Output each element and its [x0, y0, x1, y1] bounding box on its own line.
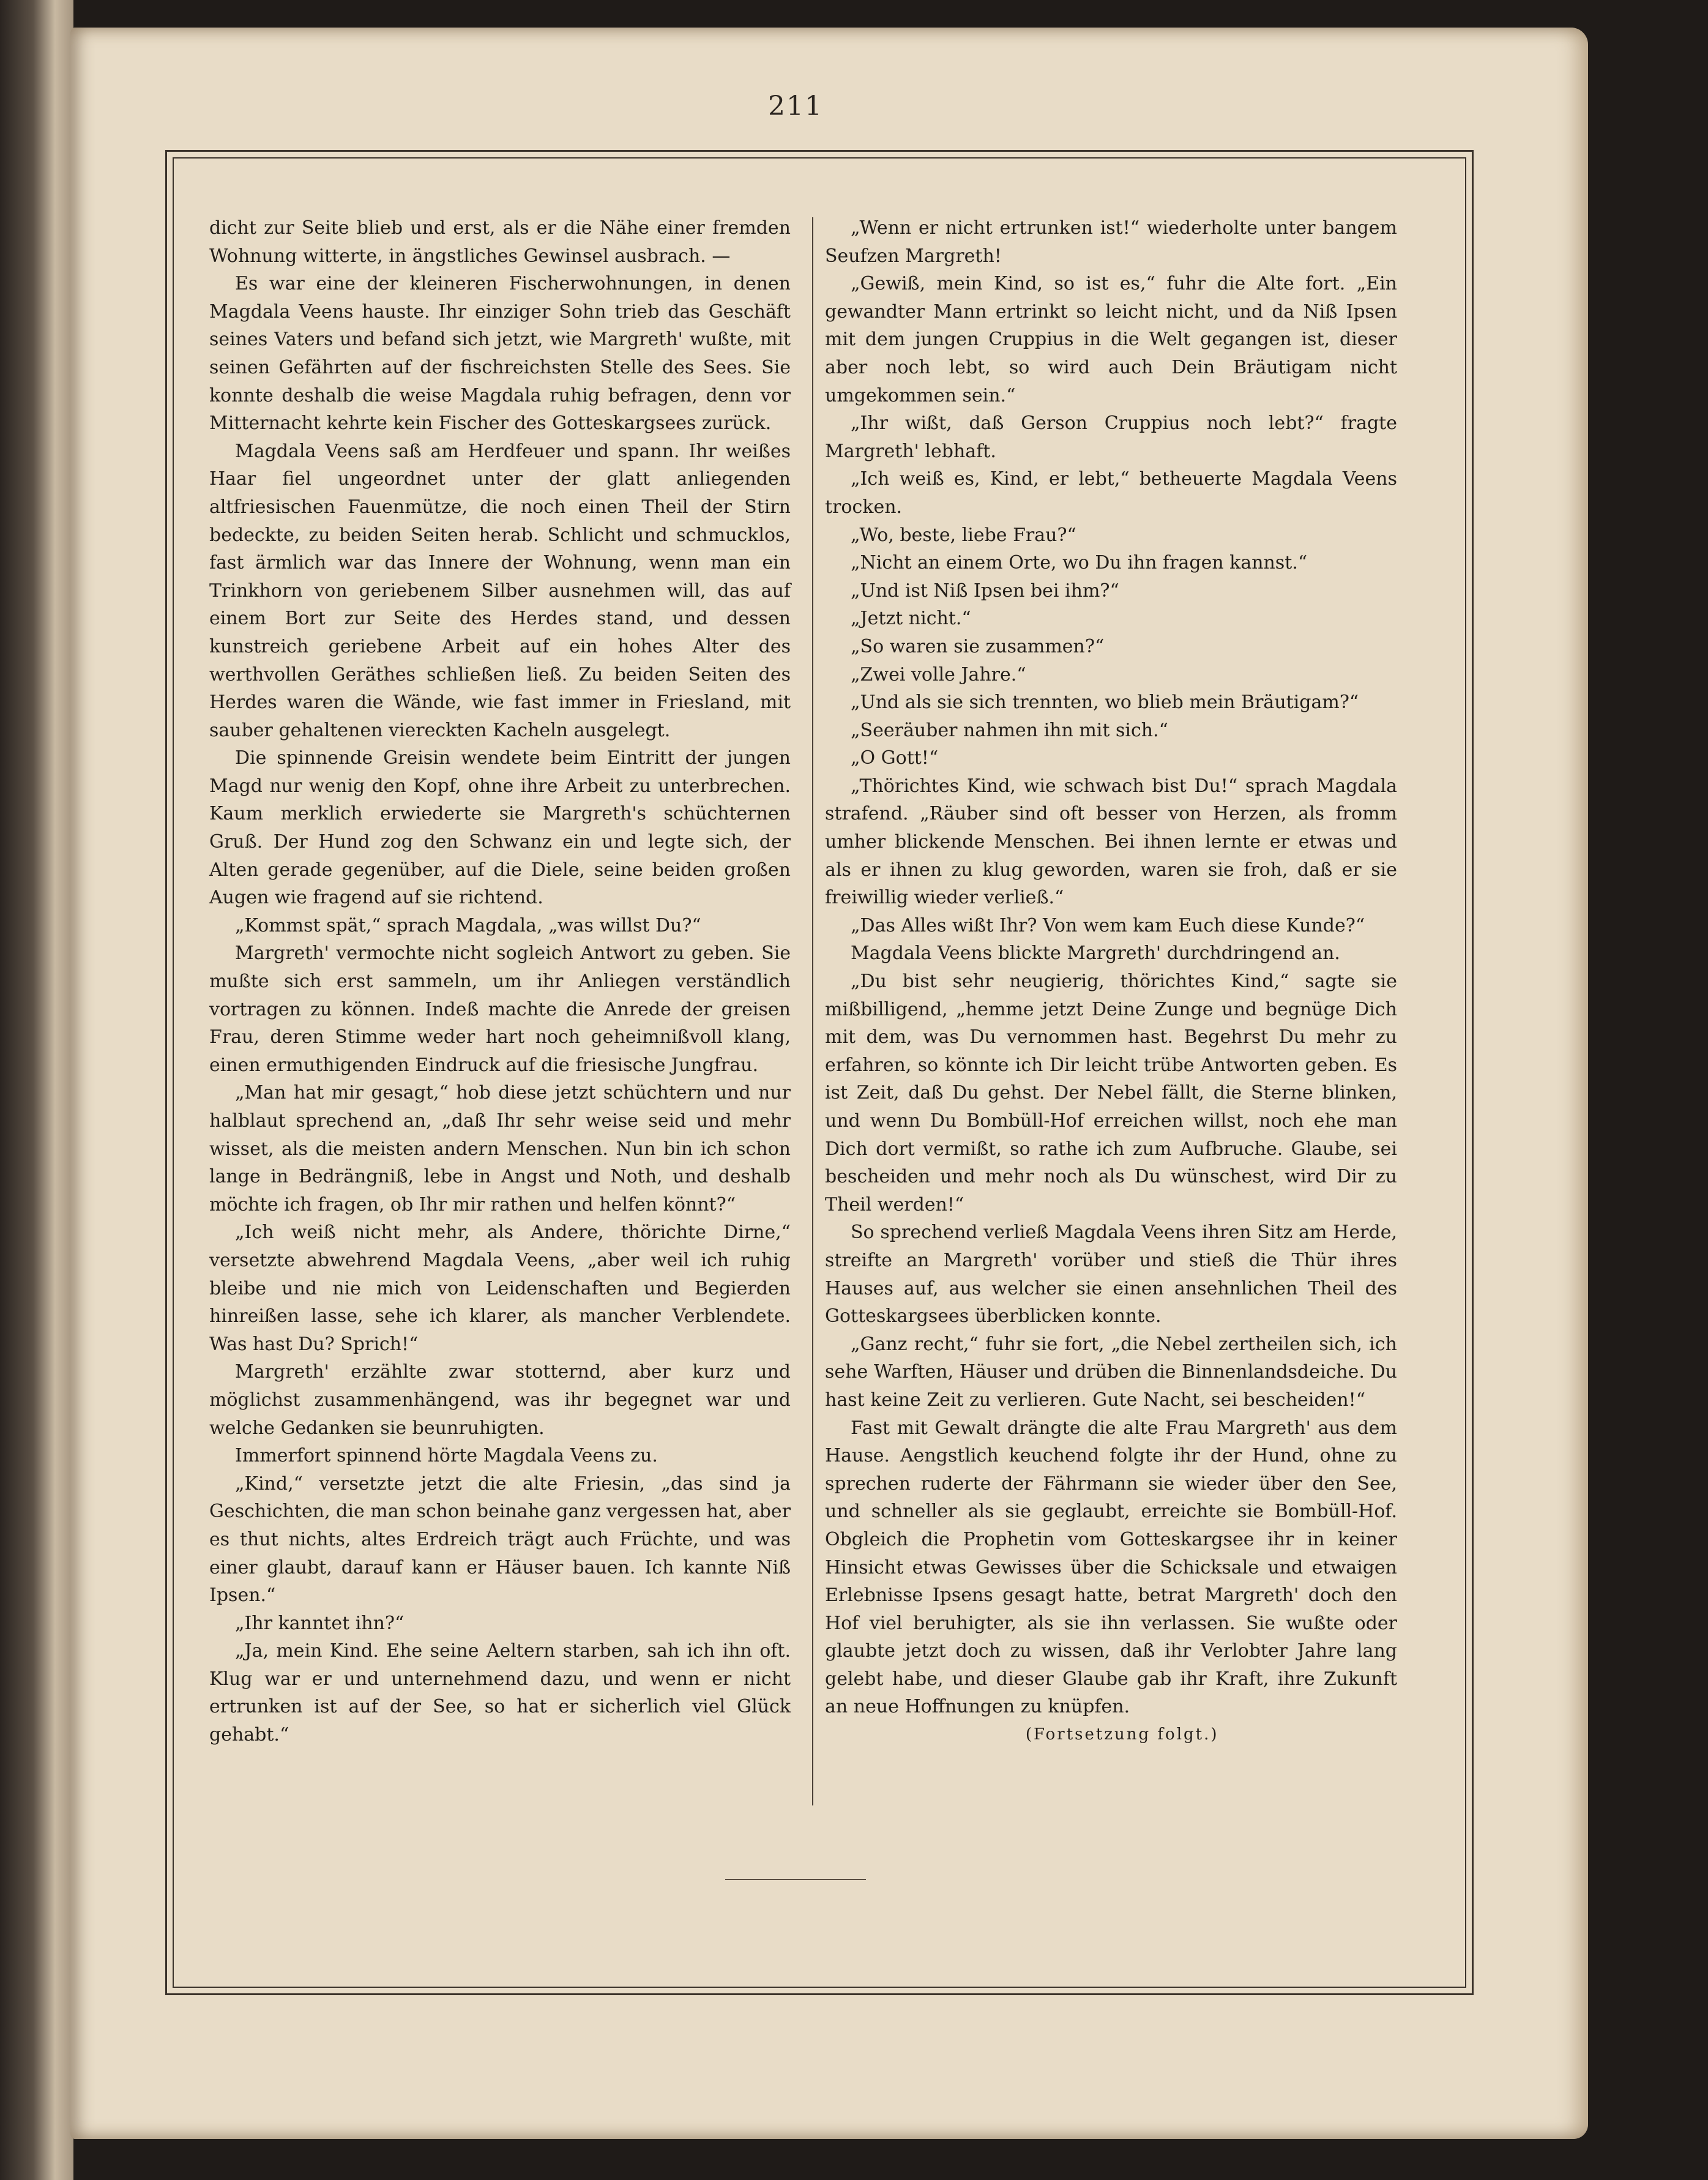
facing-page-edge — [0, 0, 73, 2180]
paragraph: „Und ist Niß Ipsen bei ihm?“ — [851, 580, 1119, 602]
paragraph: „Ganz recht,“ fuhr sie fort, „die Nebel zertheilen sich, ich sehe Warften, Häuser und drüben die Binnenlandsdeiche. Du hast keine Zeit zu verlieren. Gute Nacht, sei bescheiden!“ — [825, 1333, 1397, 1411]
page-number: 211 — [768, 91, 823, 122]
paragraph: „Kommst spät,“ sprach Magdala, „was willst Du?“ — [235, 914, 701, 936]
paragraph: So sprechend verließ Magdala Veens ihren Sitz am Herde, streifte an Margreth' vorüber und stieß die Thür ihres Hauses auf, aus welcher sie einen ansehnlichen Theil des Gotteskargsees überblicken konnte. — [825, 1222, 1397, 1327]
paragraph: Margreth' vermochte nicht sogleich Antwort zu geben. Sie mußte sich erst sammeln, um ihr Anliegen verständlich vortragen zu können. Indeß machte die Anrede der greisen Frau, deren Stimme weder hart noch geheimnißvoll klang, einen ermuthigenden Eindruck auf die friesische Jungfrau. — [209, 943, 791, 1076]
column-divider — [812, 217, 813, 1805]
paragraph: „So waren sie zusammen?“ — [851, 635, 1105, 657]
paragraph: „Thörichtes Kind, wie schwach bist Du!“ sprach Magdala strafend. „Räuber sind oft besser von Herzen, als fromm umher blickende Menschen. Bei ihnen lernte er etwas und als er ihnen zu klug geworden, waren sie froh, daß er sie freiwillig wieder verließ.“ — [825, 775, 1397, 909]
paragraph: „Nicht an einem Orte, wo Du ihn fragen kannst.“ — [851, 552, 1308, 574]
paragraph: „Gewiß, mein Kind, so ist es,“ fuhr die Alte fort. „Ein gewandter Mann ertrinkt so leicht nicht, und da Niß Ipsen mit dem jungen Cruppius in die Welt gegangen ist, dieser aber noch lebt, so wird auch Dein Bräutigam nicht umgekommen sein.“ — [825, 273, 1397, 406]
paragraph: „Jetzt nicht.“ — [851, 608, 971, 630]
paragraph: „Ja, mein Kind. Ehe seine Aeltern starben, sah ich ihn oft. Klug war er und unternehmend dazu, und wenn er nicht ertrunken ist auf der See, so hat er sicherlich viel Glück gehabt.“ — [209, 1640, 791, 1746]
left-column — [209, 214, 791, 1749]
paragraph: Immerfort spinnend hörte Magdala Veens zu. — [235, 1445, 658, 1467]
paragraph: „Kind,“ versetzte jetzt die alte Friesin, „das sind ja Geschichten, die man schon beinahe ganz vergessen hat, aber es thut nichts, altes Erdreich trägt auch Früchte, und was einer glaubt, darauf kann er Häuser bauen. Ich kannte Niß Ipsen.“ — [209, 1473, 791, 1607]
paragraph: „O Gott!“ — [851, 747, 939, 769]
paragraph: „Seeräuber nahmen ihn mit sich.“ — [851, 719, 1168, 741]
paragraph: „Du bist sehr neugierig, thörichtes Kind,“ sagte sie mißbilligend, „hemme jetzt Deine Zunge und begnüge Dich mit dem, was Du vernommen hast. Begehrst Du mehr zu erfahren, so könnte ich Dir leicht trübe Antworten geben. Es ist Zeit, daß Du gehst. Der Nebel fällt, die Sterne blinken, und wenn Du Bombüll-Hof erreichen willst, noch ehe man Dich dort vermißt, so rathe ich zum Aufbruche. Glaube, sei bescheiden und mehr noch als Du wünschest, wird Dir zu Theil werden!“ — [825, 971, 1397, 1215]
paragraph: Magdala Veens blickte Margreth' durchdringend an. — [851, 943, 1340, 965]
paragraph: Es war eine der kleineren Fischerwohnungen, in denen Magdala Veens hauste. Ihr einziger Sohn trieb das Geschäft seines Vaters und befand sich jetzt, wie Margreth' wußte, mit seinen Gefährten auf der fischreichsten Stelle des Sees. Sie konnte deshalb die weise Magdala ruhig befragen, denn vor Mitternacht kehrte kein Fischer des Gotteskargsees zurück. — [209, 273, 791, 435]
paragraph: „Wenn er nicht ertrunken ist!“ wiederholte unter bangem Seufzen Margreth! — [825, 217, 1397, 267]
paragraph: „Ich weiß es, Kind, er lebt,“ betheuerte Magdala Veens trocken. — [825, 468, 1397, 518]
paragraph: „Das Alles wißt Ihr? Von wem kam Euch diese Kunde?“ — [851, 914, 1365, 936]
paragraph: „Und als sie sich trennten, wo blieb mein Bräutigam?“ — [851, 692, 1359, 714]
paragraph: „Ich weiß nicht mehr, als Andere, thörichte Dirne,“ versetzte abwehrend Magdala Veens, „aber weil ich ruhig bleibe und nie mich von Leidenschaften und Begierden hinreißen lasse, sehe ich klarer, als mancher Verblendete. Was hast Du? Sprich!“ — [209, 1222, 791, 1355]
right-column — [825, 214, 1397, 1749]
paragraph: „Man hat mir gesagt,“ hob diese jetzt schüchtern und nur halblaut sprechend an, „daß Ihr sehr weise seid und mehr wisset, als die meisten andern Menschen. Nun bin ich schon lange in Bedrängniß, lebe in Angst und Noth, und deshalb möchte ich fragen, ob Ihr mir rathen und helfen könnt?“ — [209, 1082, 791, 1215]
paragraph: „Wo, beste, liebe Frau?“ — [851, 524, 1076, 546]
paragraph: „Zwei volle Jahre.“ — [851, 663, 1026, 685]
paragraph: Die spinnende Greisin wendete beim Eintritt der jungen Magd nur wenig den Kopf, ohne ihre Arbeit zu unterbrechen. Kaum merklich erwiederte sie Margreth's schüchternen Gruß. Der Hund zog den Schwanz ein und legte sich, der Alten gerade gegenüber, auf die Diele, seine beiden großen Augen wie fragend auf sie richtend. — [209, 747, 791, 909]
paragraph: Fast mit Gewalt drängte die alte Frau Margreth' aus dem Hause. Aengstlich keuchend folgte ihr der Hund, ohne zu sprechen ruderte der Fährmann sie wieder über den See, und schneller als sie geglaubt, erreichte sie Bombüll-Hof. Obgleich die Prophetin vom Gotteskargsee ihr in keiner Hinsicht etwas Gewisses über die Schicksale und etwaigen Erlebnisse Ipsens gesagt hatte, betrat Margreth' doch den Hof viel beruhigter, als sie ihn verlassen. Sie wußte oder glaubte jetzt doch zu wissen, daß ihr Verlobter Jahre lang gelebt habe, und dieser Glaube gab ihr Kraft, ihre Zukunft an neue Hoffnungen zu knüpfen. — [825, 1417, 1397, 1718]
bottom-rule — [725, 1879, 866, 1880]
paragraph: dicht zur Seite blieb und erst, als er die Nähe einer fremden Wohnung witterte, in ängstliches Gewinsel ausbrach. — — [209, 217, 791, 267]
paragraph: Margreth' erzählte zwar stotternd, aber kurz und möglichst zusammenhängend, was ihr begegnet war und welche Gedanken sie beunruhigten. — [209, 1361, 791, 1439]
continuation-note: (Fortsetzung folgt.) — [1025, 1725, 1219, 1744]
paragraph: „Ihr wißt, daß Gerson Cruppius noch lebt?“ fragte Margreth' lebhaft. — [825, 412, 1397, 462]
paragraph: Magdala Veens saß am Herdfeuer und spann. Ihr weißes Haar fiel ungeordnet unter der glatt anliegenden altfriesischen Fauenmütze, die noch einen Theil der Stirn bedeckte, zu beiden Seiten herab. Schlicht und schmucklos, fast ärmlich war das Innere der Wohnung, wenn man ein Trinkhorn von geriebenem Silber ausnehmen will, das auf einem Bort zur Seite des Herdes stand, und dessen kunstreich geriebene Arbeit auf ein hohes Alter des werthvollen Geräthes schließen ließ. Zu beiden Seiten des Herdes waren die Wände, wie fast immer in Friesland, mit sauber gehaltenen viereckten Kacheln ausgelegt. — [209, 440, 791, 741]
paragraph: „Ihr kanntet ihn?“ — [235, 1612, 405, 1634]
